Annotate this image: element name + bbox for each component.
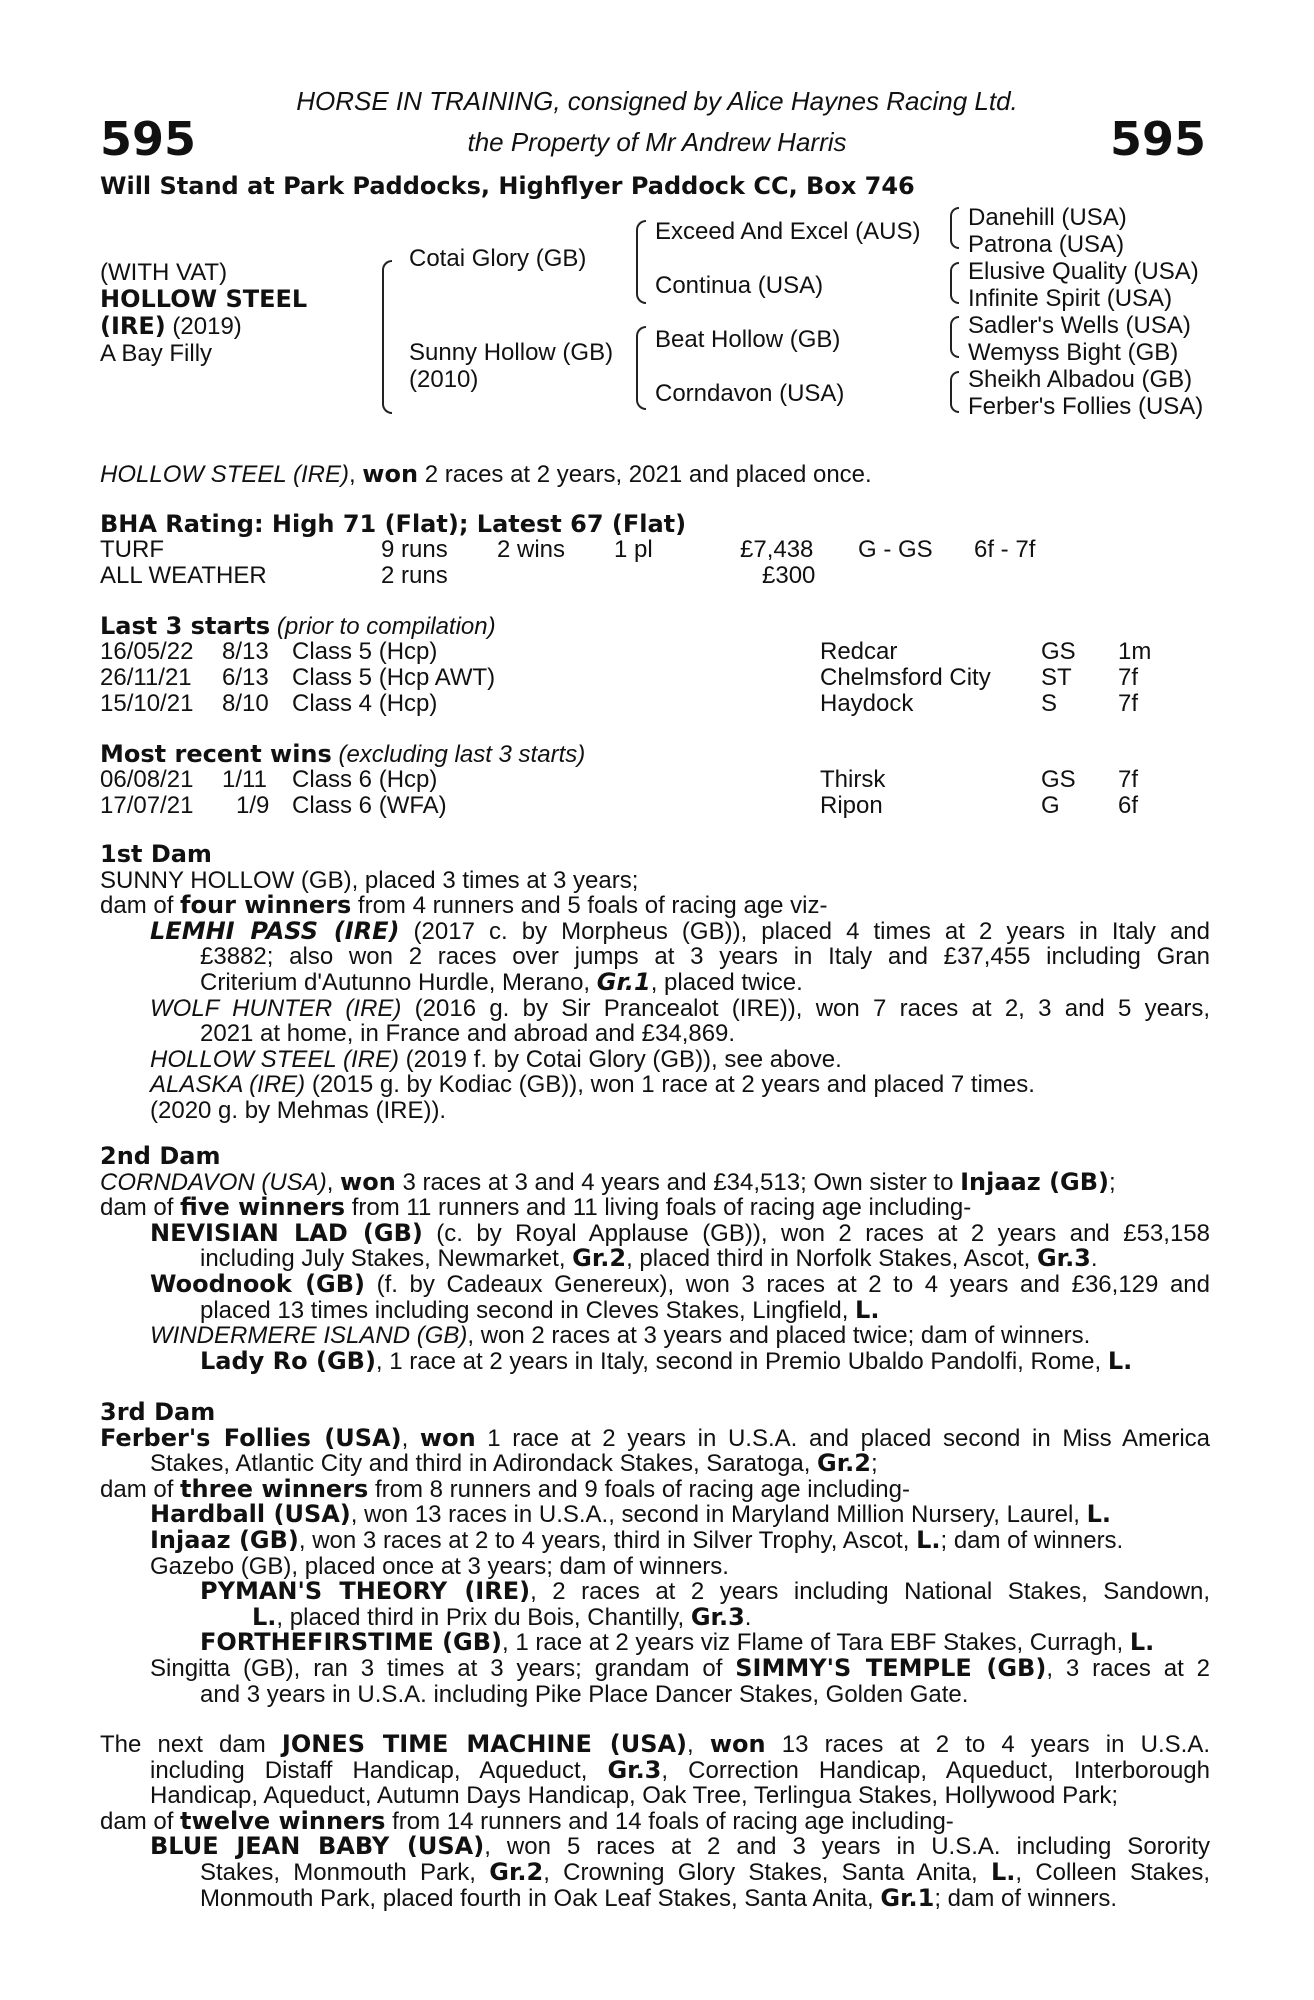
horse-name: HOLLOW STEEL — [100, 285, 308, 313]
horse-country: (IRE) — [100, 312, 166, 340]
aw-label: ALL WEATHER — [100, 562, 267, 589]
dam-year: (2010) — [409, 366, 479, 393]
row-class: Class 6 (Hcp) — [292, 766, 438, 793]
section-title: 2nd Dam — [100, 1142, 221, 1170]
row-course: Chelmsford City — [820, 664, 991, 691]
produce-entry-cont: 2021 at home, in France and abroad and £34,869. — [200, 1020, 736, 1048]
produce-entry-grandchild: Lady Ro (GB), 1 race at 2 years in Italy, second in Premio Ubaldo Pandolfi, Rome, L. — [200, 1346, 1133, 1375]
ped-sdd: Infinite Spirit (USA) — [968, 285, 1173, 312]
stand-location: Will Stand at Park Paddocks, Highflyer Paddock CC, Box 746 — [100, 172, 915, 200]
horse-year: (2019) — [172, 313, 242, 340]
produce-entry: BLUE JEAN BABY (USA), won 5 races at 2 and 3 years in U.S.A. including Sorority — [150, 1832, 1210, 1861]
second-dam-section — [100, 1144, 1210, 1374]
produce-entry: LEMHI PASS (IRE) (2017 c. by Morpheus (GB)), placed 4 times at 2 years in Italy and — [150, 916, 1210, 945]
produce-entry-cont: £3882; also won 2 races over jumps at 3 years in Italy and £37,455 including Gran — [200, 943, 1210, 971]
produce-entry-grandchild-cont: L., placed third in Prix du Bois, Chantilly, Gr.3. — [252, 1602, 752, 1631]
row-going: GS — [1041, 766, 1076, 793]
ped-ddd: Ferber's Follies (USA) — [968, 393, 1204, 420]
dam-line: Ferber's Follies (USA), won 1 race at 2 years in U.S.A. and placed second in Miss America — [100, 1423, 1211, 1452]
main-brace — [382, 260, 392, 414]
summary-won: won — [362, 460, 419, 488]
lot-number-left: 595 — [100, 112, 197, 166]
row-position: 8/13 — [222, 638, 269, 665]
produce-entry: Hardball (USA), won 13 races in U.S.A., second in Maryland Million Nursery, Laurel, L. — [150, 1500, 1112, 1529]
row-going: G — [1041, 792, 1060, 819]
sire-dam: Continua (USA) — [655, 272, 824, 299]
dam-brace — [636, 326, 646, 410]
row-going: S — [1041, 690, 1058, 717]
produce-entry-cont: Monmouth Park, placed fourth in Oak Leaf Stakes, Santa Anita, Gr.1; dam of winners. — [200, 1883, 1118, 1912]
produce-entry: HOLLOW STEEL (IRE) (2019 f. by Cotai Glory (GB)), see above. — [150, 1045, 842, 1073]
sire-brace — [636, 220, 646, 304]
row-date: 17/07/21 — [100, 792, 194, 819]
brace-2 — [950, 262, 959, 304]
row-distance: 7f — [1118, 766, 1139, 793]
turf-placed: 1 pl — [614, 536, 653, 563]
produce-entry-cont: and 3 years in U.S.A. including Pike Place Dancer Stakes, Golden Gate. — [200, 1680, 969, 1708]
brace-1 — [950, 207, 959, 249]
produce-entry: Gazebo (GB), placed once at 3 years; dam of winners. — [150, 1552, 729, 1580]
turf-label: TURF — [100, 536, 164, 563]
produce-entry: WOLF HUNTER (IRE) (2016 g. by Sir Prancealot (IRE)), won 7 races at 2, 3 and 5 years, — [150, 994, 1210, 1022]
aw-runs: 2 runs — [381, 562, 448, 589]
last3-title: Last 3 starts — [100, 612, 271, 640]
row-distance: 6f — [1118, 792, 1139, 819]
row-date: 26/11/21 — [100, 664, 192, 691]
produce-entry: Singitta (GB), ran 3 times at 3 years; grandam of SIMMY'S TEMPLE (GB), 3 races at 2 — [150, 1653, 1210, 1682]
row-course: Redcar — [820, 638, 898, 665]
turf-runs: 9 runs — [381, 536, 448, 563]
row-class: Class 5 (Hcp) — [292, 638, 438, 665]
brace-3 — [950, 316, 959, 358]
row-distance: 7f — [1118, 664, 1139, 691]
produce-entry: (2020 g. by Mehmas (IRE)). — [150, 1096, 447, 1124]
dam-produce-line: dam of four winners from 4 runners and 5 foals of racing age viz- — [100, 891, 828, 920]
first-dam-section — [100, 842, 1210, 1124]
row-course: Ripon — [820, 792, 883, 819]
third-dam-section — [100, 1400, 1210, 1707]
sire-sire: Exceed And Excel (AUS) — [655, 218, 921, 245]
ped-sss: Danehill (USA) — [968, 204, 1127, 231]
row-date: 15/10/21 — [100, 690, 194, 717]
produce-entry-grandchild: PYMAN'S THEORY (IRE), 2 races at 2 years including National Stakes, Sandown, — [200, 1577, 1211, 1606]
row-course: Thirsk — [820, 766, 886, 793]
dam-line-cont: Stakes, Atlantic City and third in Adirondack Stakes, Saratoga, Gr.2; — [150, 1449, 878, 1478]
row-distance: 1m — [1118, 638, 1152, 665]
dam-produce-line: dam of twelve winners from 14 runners and 14 foals of racing age including- — [100, 1806, 954, 1835]
vat-label: (WITH VAT) — [100, 259, 228, 286]
row-class: Class 6 (WFA) — [292, 792, 447, 819]
row-distance: 7f — [1118, 690, 1139, 717]
row-going: ST — [1041, 664, 1072, 691]
recent-title: Most recent wins — [100, 740, 332, 768]
dam-produce-line: dam of three winners from 8 runners and 9 foals of racing age including- — [100, 1474, 910, 1503]
produce-entry-cont: including July Stakes, Newmarket, Gr.2, placed third in Norfolk Stakes, Ascot, Gr.3. — [200, 1244, 1098, 1273]
produce-entry: ALASKA (IRE) (2015 g. by Kodiac (GB)), won 1 race at 2 years and placed 7 times. — [150, 1071, 1035, 1099]
turf-distance: 6f - 7f — [974, 536, 1036, 563]
dam-dam: Corndavon (USA) — [655, 380, 845, 407]
dam-line-cont: including Distaff Handicap, Aqueduct, Gr.3, Correction Handicap, Aqueduct, Interborough — [150, 1755, 1210, 1784]
row-position: 1/11 — [222, 766, 267, 793]
ped-sds: Elusive Quality (USA) — [968, 258, 1199, 285]
horse-description: A Bay Filly — [100, 340, 213, 367]
ped-dsd: Wemyss Bight (GB) — [968, 339, 1179, 366]
lot-number-right: 595 — [1109, 112, 1206, 166]
property-line: the Property of Mr Andrew Harris — [467, 127, 847, 157]
row-going: GS — [1041, 638, 1076, 665]
next-dam-section — [100, 1732, 1210, 1911]
race-summary: HOLLOW STEEL (IRE), won 2 races at 2 years, 2021 and placed once. — [100, 460, 872, 488]
recent-note: (excluding last 3 starts) — [331, 741, 586, 768]
row-position: 8/10 — [222, 690, 269, 717]
dam-line-cont: Handicap, Aqueduct, Autumn Days Handicap, Oak Tree, Terlingua Stakes, Hollywood Park; — [150, 1782, 1119, 1810]
produce-entry: WINDERMERE ISLAND (GB), won 2 races at 3 years and placed twice; dam of winners. — [150, 1322, 1091, 1350]
turf-going: G - GS — [858, 536, 933, 563]
produce-entry: Injaaz (GB), won 3 races at 2 to 4 years, third in Silver Trophy, Ascot, L.; dam of winners. — [150, 1525, 1124, 1554]
ped-ssd: Patrona (USA) — [968, 231, 1125, 258]
summary-name: HOLLOW STEEL (IRE) — [100, 461, 349, 488]
last3-heading — [100, 612, 496, 641]
section-title: 3rd Dam — [100, 1398, 216, 1426]
dam-line: SUNNY HOLLOW (GB), placed 3 times at 3 years; — [100, 866, 639, 894]
produce-entry-cont: Stakes, Monmouth Park, Gr.2, Crowning Glory Stakes, Santa Anita, L., Colleen Stakes, — [200, 1857, 1211, 1886]
produce-entry: NEVISIAN LAD (GB) (c. by Royal Applause (GB)), won 2 races at 2 years and £53,158 — [150, 1218, 1210, 1247]
dam-produce-line: dam of five winners from 11 runners and 11 living foals of racing age including- — [100, 1193, 972, 1222]
row-class: Class 5 (Hcp AWT) — [292, 664, 496, 691]
turf-wins: 2 wins — [497, 536, 566, 563]
recent-heading — [100, 740, 585, 769]
sire: Cotai Glory (GB) — [409, 245, 587, 272]
rating-title: BHA Rating: High 71 (Flat); Latest 67 (Flat) — [100, 510, 687, 538]
section-title: 1st Dam — [100, 840, 212, 868]
produce-entry-cont: placed 13 times including second in Cleves Stakes, Lingfield, L. — [200, 1295, 880, 1324]
dam-line: CORNDAVON (USA), won 3 races at 3 and 4 years and £34,513; Own sister to Injaaz (GB); — [100, 1167, 1116, 1196]
last3-note: (prior to compilation) — [270, 613, 496, 640]
row-position: 6/13 — [222, 664, 269, 691]
produce-entry-grandchild: FORTHEFIRSTIME (GB), 1 race at 2 years viz Flame of Tara EBF Stakes, Curragh, L. — [200, 1628, 1155, 1657]
dam-sire: Beat Hollow (GB) — [655, 326, 841, 353]
horse-origin-year — [100, 312, 242, 341]
turf-prize: £7,438 — [740, 536, 814, 563]
consignor-line: HORSE IN TRAINING, consigned by Alice Haynes Racing Ltd. — [296, 86, 1018, 116]
ped-dss: Sadler's Wells (USA) — [968, 312, 1191, 339]
produce-entry: Woodnook (GB) (f. by Cadeaux Genereux), won 3 races at 2 to 4 years and £36,129 and — [150, 1269, 1210, 1298]
row-class: Class 4 (Hcp) — [292, 690, 438, 717]
row-position: 1/9 — [236, 792, 270, 819]
dam: Sunny Hollow (GB) — [409, 339, 614, 366]
dam-line: The next dam JONES TIME MACHINE (USA), won 13 races at 2 to 4 years in U.S.A. — [100, 1730, 1210, 1758]
row-date: 06/08/21 — [100, 766, 194, 793]
row-course: Haydock — [820, 690, 914, 717]
brace-4 — [950, 371, 959, 413]
produce-entry-cont: Criterium d'Autunno Hurdle, Merano, Gr.1, placed twice. — [200, 967, 803, 996]
ped-dds: Sheikh Albadou (GB) — [968, 366, 1193, 393]
aw-prize: £300 — [762, 562, 816, 589]
summary-rest: 2 races at 2 years, 2021 and placed once. — [418, 461, 872, 488]
row-date: 16/05/22 — [100, 638, 194, 665]
